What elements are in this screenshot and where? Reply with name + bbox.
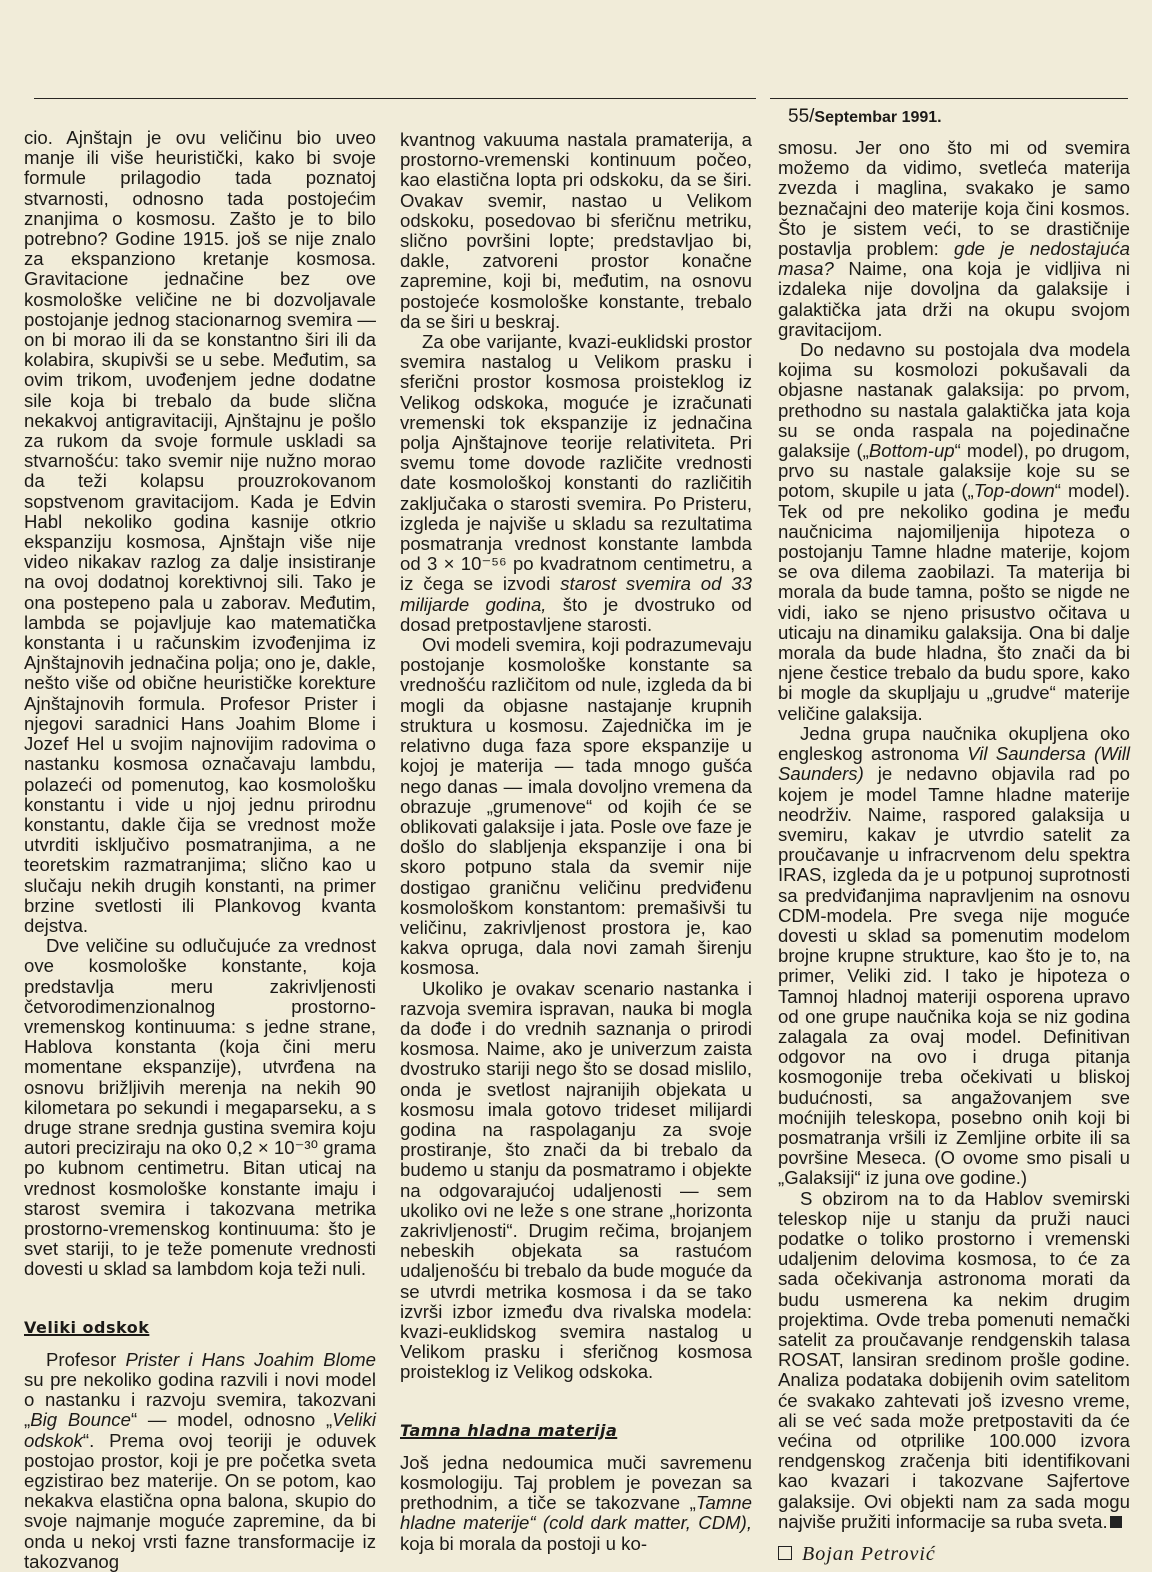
emphasis-text: Prister i Hans Joahim Blome	[125, 1348, 376, 1370]
text-run: Jedna grupa naučnika okupljena oko engleskog astronoma	[778, 722, 1130, 765]
checkbox-square-icon	[778, 1546, 792, 1560]
column-2	[400, 130, 752, 1554]
section-heading-veliki-odskok: Veliki odskok	[24, 1317, 150, 1337]
text-run: smosu. Jer ono što mi od svemira možemo da vidimo, svetleća materija zvezda i maglina, svakako je samo beznačajni deo materije koja čini kosmos. Što je sistem veći, to se drastičnije postavlja problem:	[778, 137, 1130, 260]
column-3	[778, 138, 1130, 1564]
text-run: su pre nekoliko godina razvili i novi model o nastanku i razvoju svemira, takozvani „	[24, 1368, 376, 1431]
text-run: Za obe varijante, kvazi-euklidski prostor svemira nastalog u Velikom prasku i sferični prostor kosmosa proisteklog iz Velikog odskoka, moguće je izračunati vremenski tok ekspanzije iz jednačina polja Ajnštajnove teorije relativiteta. Pri svemu tome dovode različite vrednosti date kosmološkoj konstanti do različitih zaključaka o starosti svemira. Po Pristeru, izgleda je najviše u skladu sa rezultatima posmatranja vrednost konstante lambda od 3 × 10⁻⁵⁶ po kvadratnom centimetru, a iz čega se izvodi	[400, 331, 752, 595]
col1-paragraph-3	[24, 1350, 376, 1572]
emphasis-text: Tamne hladne materije“ (cold dark matter, CDM),	[400, 1492, 752, 1534]
text-run: je nedavno objavila rad po kojem je model Tamne hladne materije neodrživ. Naime, raspored galaksija u svemiru, kakav je utvrdio satelit za proučavanje u infracrvenom delu spektra IRAS, izgleda da je u potpunoj suprotnosti sa predviđanjima napravljenim na osnovu CDM-modela. Pre svega nije moguće dovesti u sklad sa pomenutim modelom brojne krupne strukture, kao što je to, na primer, Veliki zid. I tako je hipoteza o Tamnoj hladnoj materiji osporena upravo od one grupe naučnika koja se niz godina zalagala za ovaj model. Definitivan odgovor na ovo i druga pitanja kosmogonije treba očekivati u bliskoj budućnosti, sa angažovanjem sve moćnijih teleskopa, posebno onih koji bi posmatranja vršili iz Zemljine orbite ili sa površine Meseca. (O ovome smo pisali u „Galaksiji“ iz juna ove godine.)	[778, 763, 1130, 1189]
emphasis-text: gde je nedostajuća masa?	[778, 238, 1131, 280]
text-run: “. Prema ovoj teoriji je oduvek postojao prostor, koji je pre početka sveta egzistirao bez materije. On se potom, kao nekakva elastična opna balona, skupio do svoje najmanje moguće zapremine, da bi onda u nekoj vrsti fazne transformacije iz takozvanog	[24, 1429, 376, 1572]
page-header	[788, 106, 1128, 128]
text-run: Naime, ona koja je vidljiva ni izdaleka nije dovoljna da galaksije i galaktička jata drži na okupu svojom gravitacijom.	[778, 258, 1130, 340]
author-name: Bojan Petrović	[802, 1543, 936, 1566]
col3-paragraph-2	[778, 340, 1130, 724]
column-1	[24, 128, 376, 1572]
text-run: Profesor	[46, 1348, 126, 1370]
col3-paragraph-3	[778, 724, 1130, 1189]
author-signature	[778, 1544, 1130, 1564]
col1-paragraph-2: Dve veličine su odlučujuće za vrednost ove kosmološke konstante, koja predstavlja meru zakrivljenosti četvorodimenzionalnog prostorno-vremenskog kontinuuma: s jedne strane, Hablova konstanta (koja čini meru momentane ekspanzije), utvrđena na osnovu brižljivih merenja na nekih 90 kilometara po sekundi i megaparseku, a s druge strane srednja gustina svemira koju autori preciziraju na oko 0,2 × 10⁻³⁰ grama po kubnom centimetru. Bitan uticaj na vrednost kosmološke konstante imaju i starost svemira i takozvana metrika prostorno-vremenskog kontinuuma: što je svet stariji, to je teže pomenute vrednosti dovesti u sklad sa lambdom koja teži nuli.	[24, 935, 376, 1280]
text-run: što je dvostruko od dosad pretpostavljene starosti.	[400, 593, 752, 635]
top-rule-right	[770, 98, 1128, 99]
col2-paragraph-2	[400, 332, 752, 635]
emphasis-text: Big Bounce	[30, 1409, 131, 1431]
text-run: S obzirom na to da Hablov svemirski teleskop nije u stanju da pruži nauci podatke o toliko prostorno i vremenski udaljenim delovima kosmosa, to će za sada očekivanja astronoma morati da budu usmerena ka nekim drugim projektima. Ovde treba pomenuti nemački satelit za proučavanje rendgenskih talasa ROSAT, lansiran sredinom prošle godine. Analiza podataka dobijenih ovim satelitom će svakako zahtevati još izvesno vreme, ali se već sada može pretpostaviti da će većina od otprilike 100.000 izvora rendgenskog zračenja biti identifikovani kao kvazari i takozvane Sajfertove galaksije. Ovi objekti nam za sada mogu najviše pružiti informacije sa ruba sveta.	[778, 1187, 1130, 1532]
col2-paragraph-4: Ukoliko je ovakav scenario nastanka i razvoja svemira ispravan, nauka bi mogla da dođe i do vrednih saznanja o prirodi kosmosa. Naime, ako je univerzum zaista dvostruko stariji nego što se dosad mislilo, onda je svetlost najranijih objekata u kosmosu imala gotovo trideset milijardi godina na raspolaganju za svoje prostiranje, što znači da bi trebalo da budemo u stanju da posmatramo i objekte na odgovarajućoj udaljenosti — sem ukoliko ovi ne leže s one strane „horizonta zakrivljenosti“. Drugim rečima, brojanjem nebeskih objekata sa rastućom udaljenošću bi trebalo da bude moguće da se utvrdi metrika kosmosa i da se tako izvrši izbor između dva rivalska modela: kvazi-euklidskog svemira nastalog u Velikom prasku i sferičnog kosmosa proisteklog iz Velikog odskoka.	[400, 977, 752, 1383]
emphasis-text: Bottom-up	[868, 440, 955, 462]
text-run: “ model). Tek od pre nekoliko godina je među naučnicima najomiljenija hipoteza o postojanju Tamne hladne materije, kojom se ova dilema zaobilazi. Ta materija bi morala da bude tamna, pošto se nigde ne vidi, iako se njeno prisustvo očitava u uticaju na dinamiku galaksija. Ona bi dalje morala da bude hladna, što znači da bi njene čestice trebalo da budu spore, kako bi mogle da skupljaju u „grudve“ materije veličine galaksija.	[778, 480, 1131, 724]
text-run: koja bi morala da postoji u ko-	[400, 1532, 648, 1554]
col2-paragraph-1: kvantnog vakuuma nastala pramaterija, a prostorno-vremenski kontinuum počeo, kao elastična lopta pri odskoku, da se širi. Ovakav svemir, nastao u Velikom odskoku, posedovao bi sferičnu metriku, slično površini lopte; predstavljao bi, dakle, zatvoreni prostor konačne zapremine, koji bi, međutim, na osnovu postojeće kosmološke konstante, trebalo da se širi u beskraj.	[400, 129, 752, 332]
text-run: “ — model, odnosno „	[130, 1409, 333, 1431]
issue-date: Septembar 1991.	[814, 109, 942, 126]
col3-paragraph-1	[778, 138, 1130, 340]
emphasis-text: Top-down	[973, 480, 1055, 502]
emphasis-text: starost svemira od 33 milijarde godina,	[400, 573, 752, 615]
text-run: “ model), po drugom, prvo su nastale galaksije koje su se potom, skupile u jata („	[778, 440, 1130, 502]
issue-number: 55/	[788, 106, 815, 127]
emphasis-text: Veliki odskok	[24, 1409, 376, 1451]
col3-paragraph-4	[778, 1189, 1130, 1532]
col1-paragraph-1: cio. Ajnštajn je ovu veličinu bio uveo manje ili više heuristički, kako bi svoje formule prilagodio tada poznatoj stvarnosti, odnosno tada postojećim znanjima o kosmosu. Zašto je to bilo potrebno? Godine 1915. još se nije znalo za ekspanziono kretanje kosmosa. Gravitacione jednačine bez ove kosmološke veličine ne bi dozvoljavale postojanje jednog stacionarnog svemira — on bi morao ili da se konstantno širi ili da kolabira, skupivši se u sebe. Međutim, sa ovim trikom, uvođenjem jedne dodatne sile koja bi trebalo da bude slična nekakvoj antigravitaciji, Ajnštajnu je pošlo za rukom da svoje formule uskladi sa stvarnošću: tako svemir nije nužno morao da teži kolapsu prouzrokovanom sopstvenom gravitacijom. Kada je Edvin Habl nekoliko godina kasnije otkrio ekspanziju kosmosa, Ajnštajn više nije video nikakav razlog za dalje insistiranje na ovoj dodatnoj korektivnoj sili. Tako je ona postepeno pala u zaborav. Međutim, lambda se pojavljuje kao matematička konstanta i u računskim izvođenjima iz Ajnštajnovih jednačina polja; ono je, dakle, nešto više od obične heurističke korekture Ajnštajnovih formula. Profesor Prister i njegovi saradnici Hans Joahim Blome i Jozef Hel u svojim najnovijim radovima o nastanku kosmosa označavaju lambdu, polazeći od pomenutog, kao kosmološku konstantu i vide u njoj jednu prirodnu konstantu, dakle čija se vrednost može utvrditi isključivo posmatranjima, a ne teoretskim razmatranjima; slično kao u slučaju nekih drugih konstanti, na primer brzine svetlosti ili Plankovog kvanta dejstva.	[24, 127, 376, 936]
emphasis-text: Vil Saundersa (Will Saunders)	[778, 743, 1130, 785]
text-run: Do nedavno su postojala dva modela kojima su kosmolozi pokušavali da objasne nastanak galaksija: po prvom, prethodno su nastala galaktička jata koja su se onda raspala na pojedinačne galaksije („	[778, 339, 1130, 462]
end-mark-icon	[1110, 1516, 1122, 1528]
col2-paragraph-3: Ovi modeli svemira, koji podrazumevaju postojanje kosmološke konstante sa vrednošću različitom od nule, izgleda da bi mogli da objasne nastajanje krupnih struktura u kosmosu. Zajednička im je relativno duga faza spore ekspanzije u kojoj je materija — tada mnogo gušća nego danas — imala dovoljno vremena da obrazuje „grumenove“ od kojih će se oblikovati galaksije i jata. Posle ove faze je došlo do slabljenja ekspanzije i ona bi skoro potpuno stala da svemir nije dostigao graničnu veličinu predviđenu kosmološkom konstantom: premašivši tu veličinu, zakrivljenost prostora je, kao kakva opruga, dala novi zamah širenju kosmosa.	[400, 634, 752, 979]
col2-paragraph-5	[400, 1453, 752, 1554]
text-run: Još jedna nedoumica muči savremenu kosmologiju. Taj problem je povezan sa prethodnim, a tiče se takozvane „	[400, 1451, 752, 1514]
section-heading-tamna-hladna-materija: Tamna hladna materija	[400, 1420, 618, 1440]
top-rule-left	[34, 98, 756, 99]
